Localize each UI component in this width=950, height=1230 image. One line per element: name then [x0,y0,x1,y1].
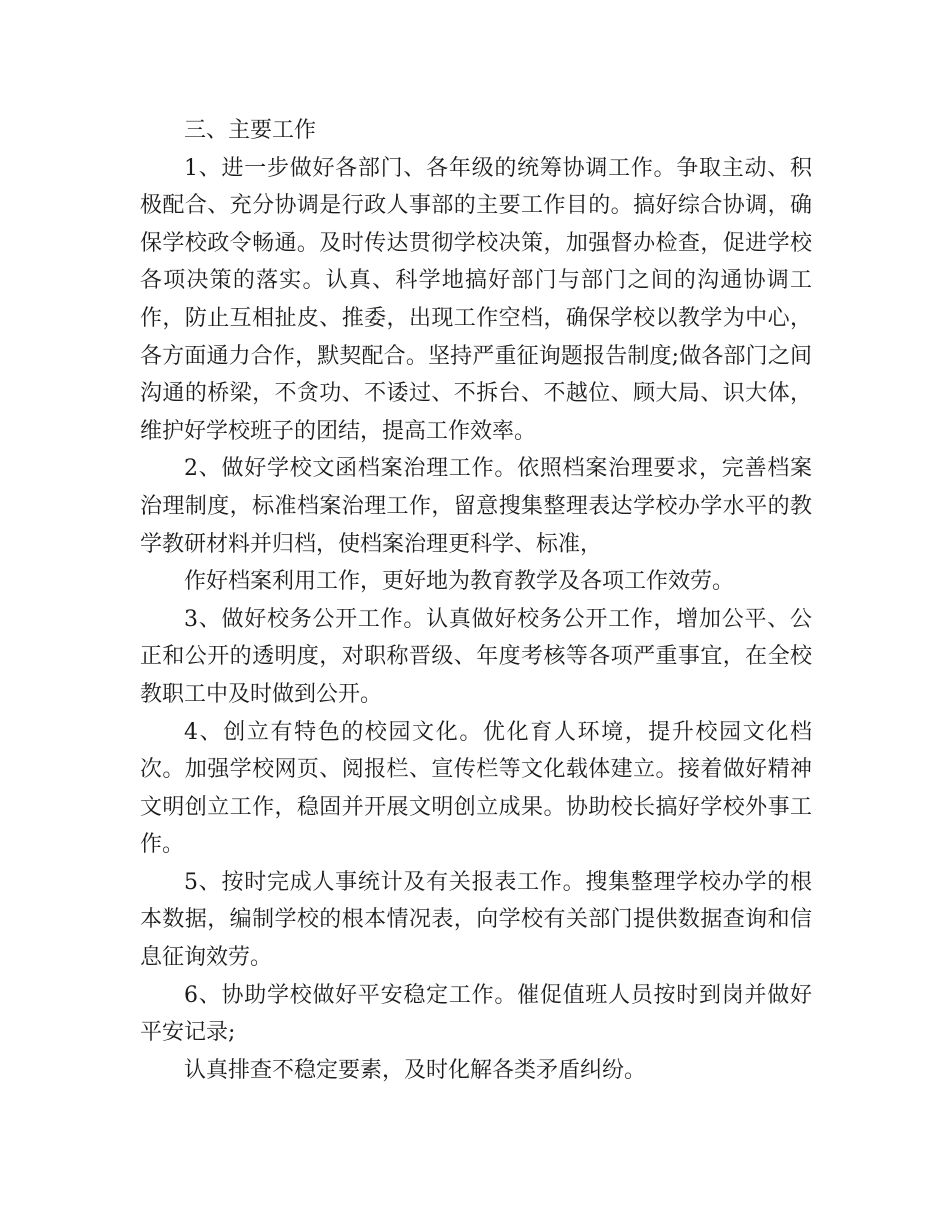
paragraph-5: 5、按时完成人事统计及有关报表工作。搜集整理学校办学的根本数据，编制学校的根本情况表，向学校有关部门提供数据查询和信息征询效劳。 [140,869,812,971]
paragraph-3: 3、做好校务公开工作。认真做好校务公开工作，增加公平、公正和公开的透明度，对职称晋级、年度考核等各项严重事宜，在全校教职工中及时做到公开。 [140,606,812,707]
paragraph-6-continued: 认真排查不稳定要素，及时化解各类矛盾纠纷。 [184,1057,647,1083]
paragraph-2: 2、做好学校文函档案治理工作。依照档案治理要求，完善档案治理制度，标准档案治理工作，留意搜集整理表达学校办学水平的教学教研材料并归档，使档案治理更科学、标准， [140,456,812,557]
paragraph-6: 6、协助学校做好平安稳定工作。催促值班人员按时到岗并做好平安记录; [140,982,812,1046]
paragraph-2-continued: 作好档案利用工作，更好地为教育教学及各项工作效劳。 [184,569,735,595]
paragraph-1: 1、进一步做好各部门、各年级的统筹协调工作。争取主动、积极配合、充分协调是行政人事部的主要工作目的。搞好综合协调，确保学校政令畅通。及时传达贯彻学校决策，加强督办检查，促进学校各项决策的落实。认真、科学地搞好部门与部门之间的沟通协调工作，防止互相扯皮、推委，出现工作空档，确保学校以教学为中心，各方面通力合作，默契配合。坚持严重征询题报告制度;做各部门之间沟通的桥梁，不贪功、不诿过、不拆台、不越位、顾大局、识大体，维护好学校班子的团结，提高工作效率。 [140,155,812,444]
section-heading: 三、主要工作 [184,118,317,143]
document-body [140,112,812,1089]
paragraph-4: 4、创立有特色的校园文化。优化育人环境，提升校园文化档次。加强学校网页、阅报栏、宣传栏等文化载体建立。接着做好精神文明创立工作，稳固并开展文明创立成果。协助校长搞好学校外事工作。 [140,719,812,858]
